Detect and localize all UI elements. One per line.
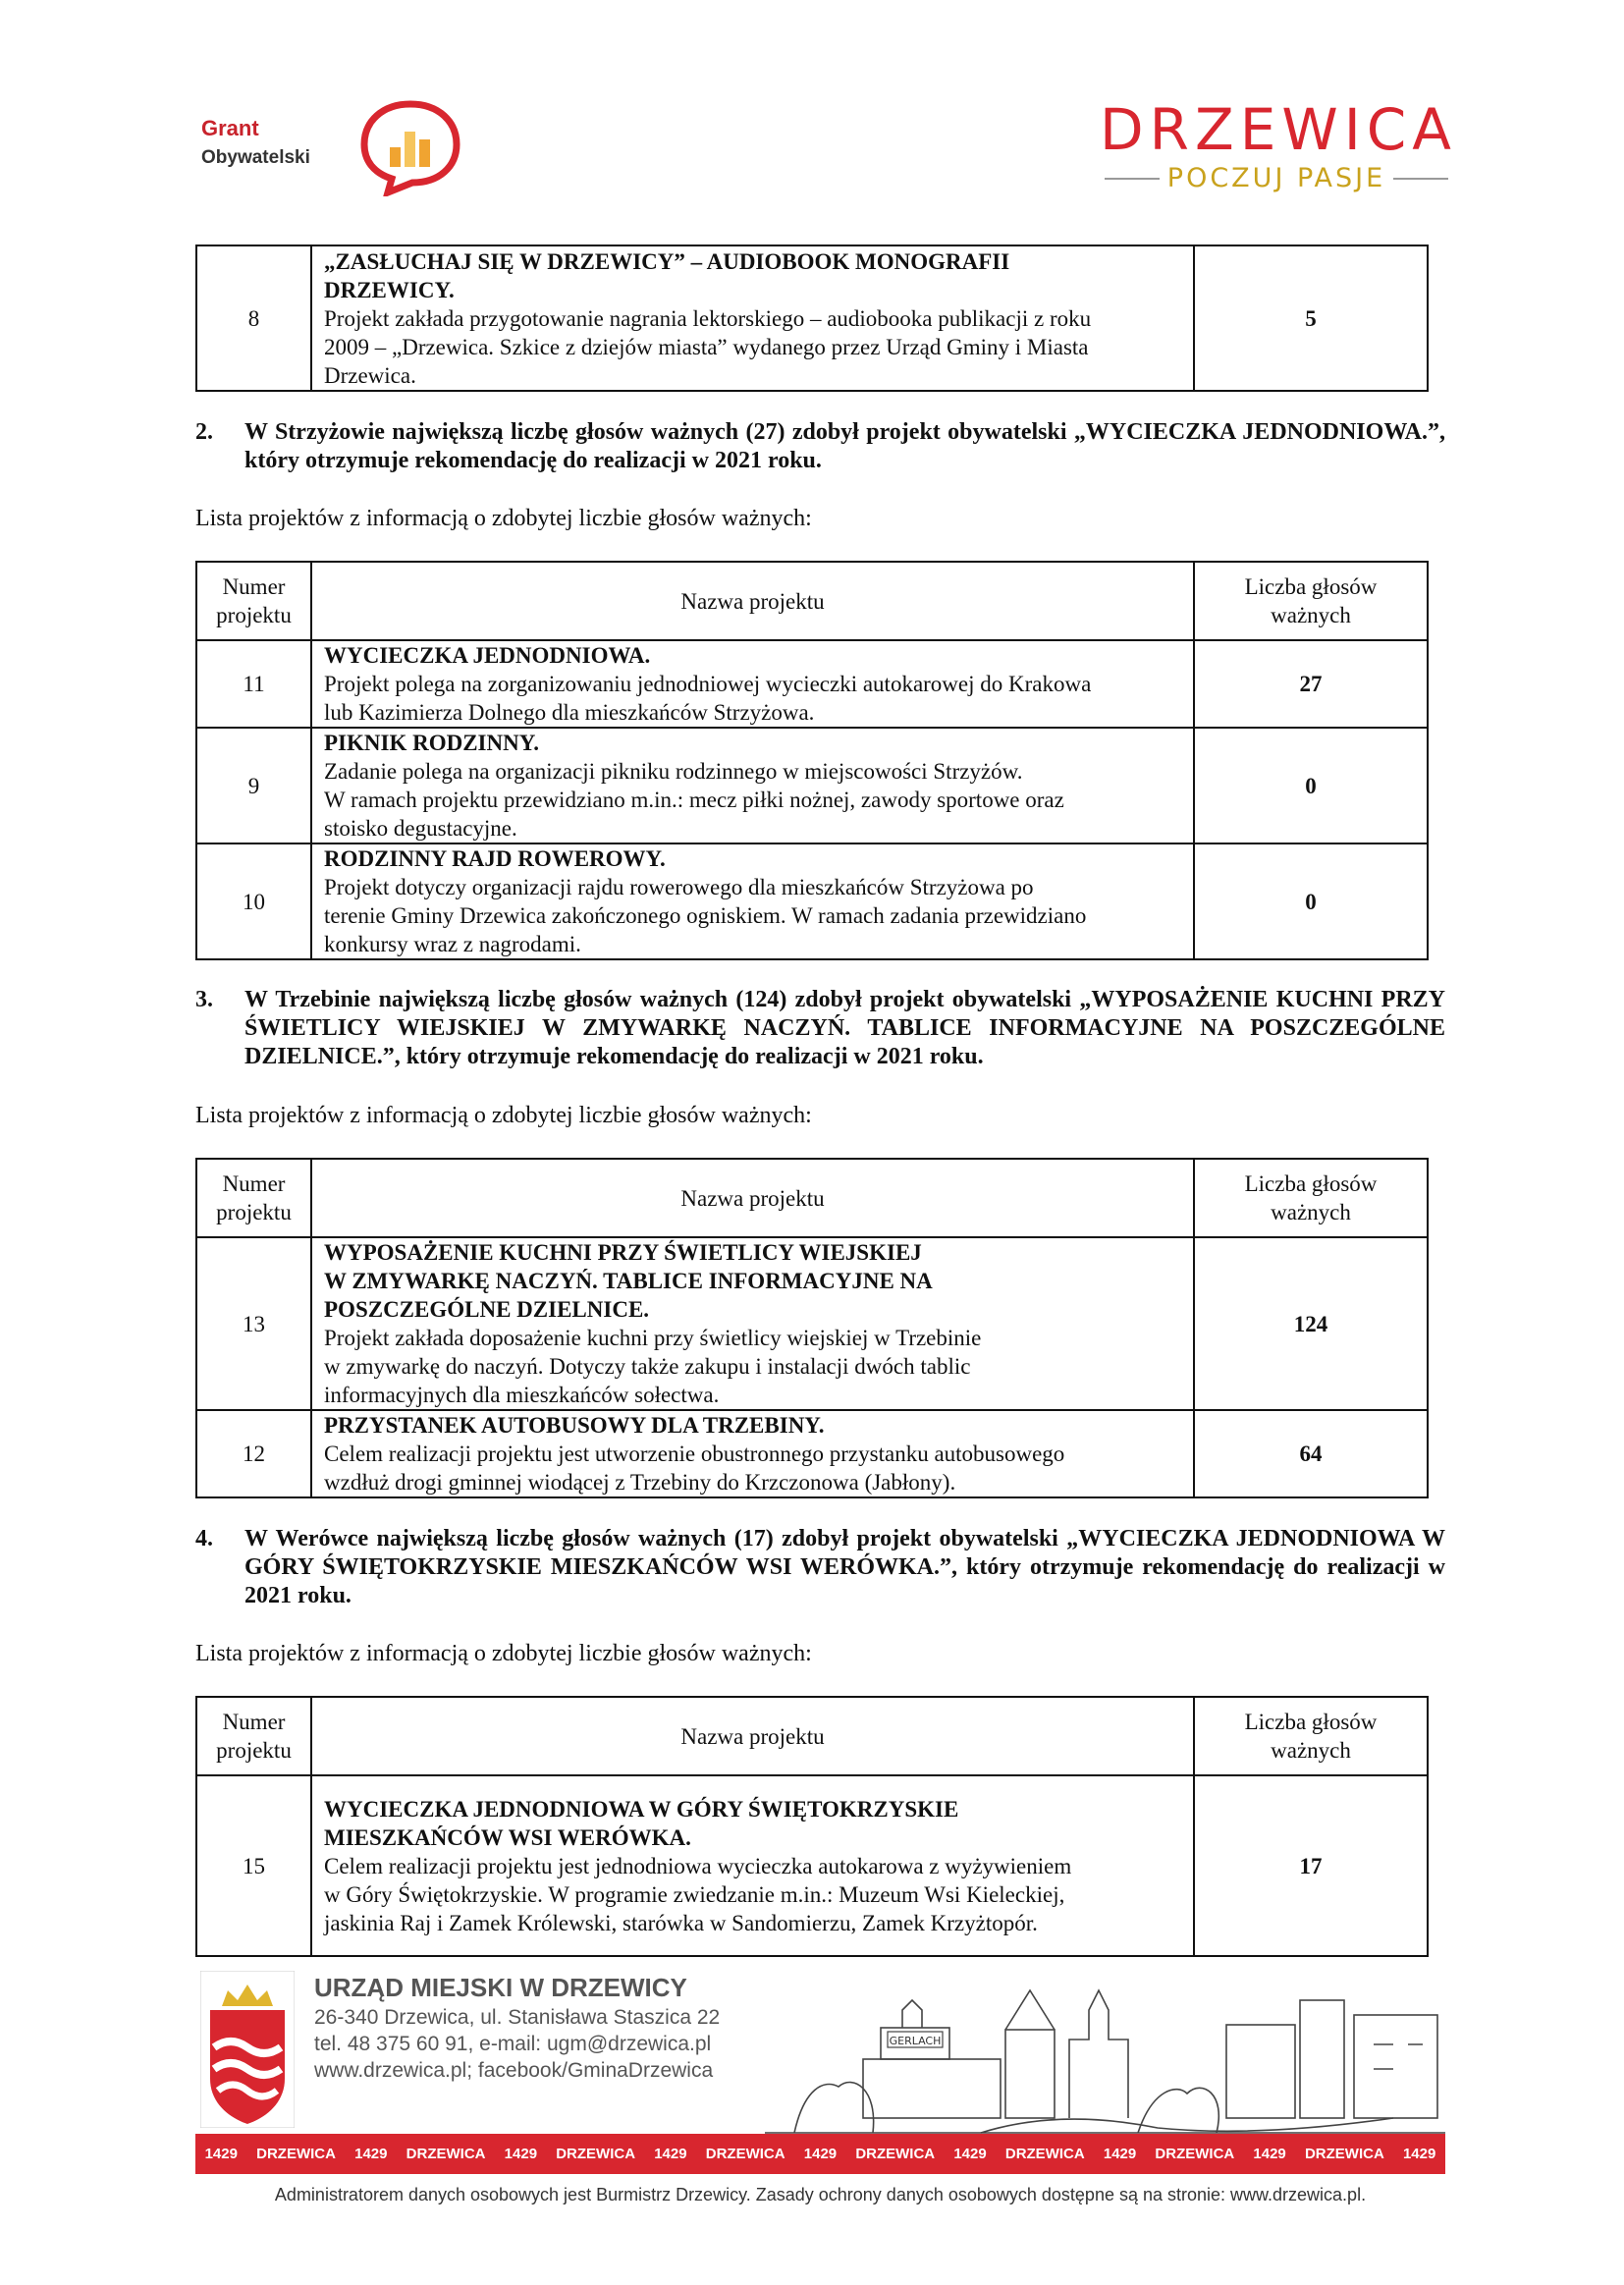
project-title: WYCIECZKA JEDNODNIOWA.: [324, 643, 651, 668]
drzewica-tagline-row: [1100, 163, 1453, 193]
section-text: W Strzyżowie największą liczbę głosów ważnych (27) zdobył projekt obywatelski „WYCIECZKA JEDNODNIOWA.”, który otrzymuje rekomendację do realizacji w 2021 roku.: [244, 419, 1445, 473]
table-row: [196, 640, 1428, 728]
project-name-cell: [311, 245, 1194, 391]
project-votes: 0: [1194, 728, 1428, 843]
col-header-name: Nazwa projektu: [311, 1159, 1194, 1237]
project-votes: 27: [1194, 640, 1428, 728]
band-label: 1429: [1402, 2146, 1436, 2162]
town-skyline-illustration: [765, 1971, 1445, 2138]
office-contact: tel. 48 375 60 91, e-mail: ugm@drzewica.pl: [314, 2033, 712, 2055]
office-address: 26-340 Drzewica, ul. Stanisława Staszica 22: [314, 2006, 721, 2029]
table-header-row: [196, 1697, 1428, 1775]
data-protection-note: Administratorem danych osobowych jest Burmistrz Drzewicy. Zasady ochrony danych osobowych dostępne są na stronie: www.drzewica.pl.: [274, 2185, 1367, 2204]
section-number: 4.: [195, 1526, 213, 1551]
grant-word: Grant: [201, 116, 259, 140]
band-label: 1429: [204, 2146, 238, 2162]
project-number: 12: [196, 1410, 311, 1497]
project-name-cell: [311, 1237, 1194, 1410]
project-description: Projekt zakłada doposażenie kuchni przy świetlicy wiejskiej w Trzebinie w zmywarkę do naczyń. Dotyczy także zakupu i instalacji dwóch tablic informacyjnych dla mieszkańców sołectwa.: [324, 1326, 982, 1407]
project-name-cell: [311, 640, 1194, 728]
office-web: www.drzewica.pl; facebook/GminaDrzewica: [314, 2059, 714, 2082]
tagline-divider: [1393, 178, 1448, 180]
table-row: [196, 1775, 1428, 1956]
drzewica-wordmark: DRZEWICA: [1100, 96, 1457, 163]
result-paragraph: [195, 986, 1445, 1071]
project-votes: 64: [1194, 1410, 1428, 1497]
project-title: „ZASŁUCHAJ SIĘ W DRZEWICY” – AUDIOBOOK MONOGRAFII DRZEWICY.: [324, 248, 1010, 302]
table-row: [196, 1410, 1428, 1497]
band-label: 1429: [354, 2146, 388, 2162]
table-row: [196, 728, 1428, 843]
project-title: PRZYSTANEK AUTOBUSOWY DLA TRZEBINY.: [324, 1413, 825, 1438]
project-title: RODZINNY RAJD ROWEROWY.: [324, 846, 666, 871]
project-description: Zadanie polega na organizacji pikniku rodzinnego w miejscowości Strzyżów. W ramach projektu przewidziano m.in.: mecz piłki nożnej, zawody sportowe oraz stoisko degustacyjne.: [324, 759, 1064, 841]
col-header-number: Numer projektu: [196, 562, 311, 640]
project-number: 15: [196, 1775, 311, 1956]
grant-obywatelski-logo: [201, 98, 466, 206]
votes-table: [195, 1158, 1429, 1498]
col-header-votes: Liczba głosów ważnych: [1194, 1159, 1428, 1237]
band-label: 1429: [1103, 2146, 1137, 2162]
project-number: 13: [196, 1237, 311, 1410]
project-name-cell: [311, 1410, 1194, 1497]
drzewica-tagline: POCZUJ PASJE: [1166, 163, 1386, 193]
section-text: W Trzebinie największą liczbę głosów ważnych (124) zdobył projekt obywatelski „WYPOSAŻENIE KUCHNI PRZY ŚWIETLICY WIEJSKIEJ W ZMYWARKĘ NACZYŃ. TABLICE INFORMACYJNE NA POSZCZEGÓLNE DZIELNICE.”, który otrzymuje rekomendację do realizacji w 2021 roku.: [244, 987, 1445, 1069]
speech-bubble-icon: [358, 98, 462, 196]
band-label: 1429: [1253, 2146, 1286, 2162]
drzewica-logo: [1100, 96, 1457, 206]
project-description: Celem realizacji projektu jest jednodniowa wycieczka autokarowa z wyżywieniem w Góry Świętokrzyskie. W programie zwiedzanie m.in.: Muzeum Wsi Kieleckiej, jaskinia Raj i Zamek Królewski, starówka w Sandomierzu, Zamek Krzyżtopór.: [324, 1853, 1072, 1935]
project-number: 10: [196, 843, 311, 959]
band-label: DRZEWICA: [256, 2146, 336, 2162]
table-row: [196, 843, 1428, 959]
col-header-number: Numer projektu: [196, 1159, 311, 1237]
footer-red-band: [195, 2134, 1445, 2174]
votes-table: [195, 561, 1429, 960]
project-description: Projekt zakłada przygotowanie nagrania lektorskiego – audiobooka publikacji z roku 2009 – „Drzewica. Szkice z dziejów miasta” wydanego przez Urząd Gminy i Miasta Drzewica.: [324, 305, 1092, 388]
project-description: Celem realizacji projektu jest utworzenie obustronnego przystanku autobusowego wzdłuż drogi gminnej wiodącej z Trzebiny do Krzczonowa (Jabłony).: [324, 1442, 1065, 1495]
section-number: 2.: [195, 419, 213, 445]
band-label: 1429: [504, 2146, 538, 2162]
project-name-cell: [311, 843, 1194, 959]
project-number: 9: [196, 728, 311, 843]
project-name-cell: [311, 728, 1194, 843]
project-votes: 5: [1194, 245, 1428, 391]
table-row: [196, 245, 1428, 391]
project-number: 8: [196, 245, 311, 391]
col-header-votes: Liczba głosów ważnych: [1194, 562, 1428, 640]
band-label: DRZEWICA: [705, 2146, 785, 2162]
band-label: DRZEWICA: [1155, 2146, 1235, 2162]
project-description: Projekt polega na zorganizowaniu jednodniowej wycieczki autokarowej do Krakowa lub Kazimierza Dolnego dla mieszkańców Strzyżowa.: [324, 672, 1092, 725]
band-label: DRZEWICA: [406, 2146, 486, 2162]
project-name-cell: [311, 1775, 1194, 1956]
band-label: DRZEWICA: [1304, 2146, 1384, 2162]
col-header-name: Nazwa projektu: [311, 562, 1194, 640]
office-name: URZĄD MIEJSKI W DRZEWICY: [314, 1973, 687, 2002]
project-title: PIKNIK RODZINNY.: [324, 731, 539, 755]
tagline-divider: [1105, 178, 1160, 180]
band-label: DRZEWICA: [556, 2146, 636, 2162]
project-description: Projekt dotyczy organizacji rajdu rowerowego dla mieszkańców Strzyżowa po terenie Gminy Drzewica zakończonego ogniskiem. W ramach zadania przewidziano konkursy wraz z nagrodami.: [324, 875, 1087, 956]
project-votes: 0: [1194, 843, 1428, 959]
project-votes: 17: [1194, 1775, 1428, 1956]
obywatelski-word: Obywatelski: [201, 147, 310, 168]
result-paragraph: [195, 1525, 1445, 1610]
coat-of-arms-icon: [200, 1971, 295, 2128]
table-header-row: [196, 562, 1428, 640]
list-note: Lista projektów z informacją o zdobytej liczbie głosów ważnych:: [195, 1641, 812, 1666]
table-header-row: [196, 1159, 1428, 1237]
votes-table: [195, 1696, 1429, 1957]
section-number: 3.: [195, 987, 213, 1012]
result-paragraph: [195, 418, 1445, 475]
votes-table-continuation: [195, 245, 1429, 392]
project-votes: 124: [1194, 1237, 1428, 1410]
project-title: WYPOSAŻENIE KUCHNI PRZY ŚWIETLICY WIEJSKIEJ W ZMYWARKĘ NACZYŃ. TABLICE INFORMACYJNE NA POSZCZEGÓLNE DZIELNICE.: [324, 1240, 933, 1322]
project-number: 11: [196, 640, 311, 728]
col-header-votes: Liczba głosów ważnych: [1194, 1697, 1428, 1775]
gerlach-sign: GERLACH: [889, 2035, 942, 2047]
band-label: 1429: [654, 2146, 687, 2162]
col-header-name: Nazwa projektu: [311, 1697, 1194, 1775]
band-label: 1429: [803, 2146, 838, 2162]
band-label: DRZEWICA: [855, 2146, 936, 2162]
band-label: 1429: [953, 2146, 987, 2162]
list-note: Lista projektów z informacją o zdobytej liczbie głosów ważnych:: [195, 1103, 812, 1128]
letterhead-footer: [195, 1971, 1445, 2174]
band-label: DRZEWICA: [1004, 2146, 1085, 2162]
project-title: WYCIECZKA JEDNODNIOWA W GÓRY ŚWIĘTOKRZYSKIE MIESZKAŃCÓW WSI WERÓWKA.: [324, 1796, 959, 1850]
office-contact-block: [314, 1971, 720, 2084]
list-note: Lista projektów z informacją o zdobytej liczbie głosów ważnych:: [195, 506, 812, 531]
table-row: [196, 1237, 1428, 1410]
col-header-number: Numer projektu: [196, 1697, 311, 1775]
section-text: W Werówce największą liczbę głosów ważnych (17) zdobył projekt obywatelski „WYCIECZKA JEDNODNIOWA W GÓRY ŚWIĘTOKRZYSKIE MIESZKAŃCÓW WSI WERÓWKA.”, który otrzymuje rekomendację do realizacji w 2021 roku.: [244, 1526, 1445, 1608]
